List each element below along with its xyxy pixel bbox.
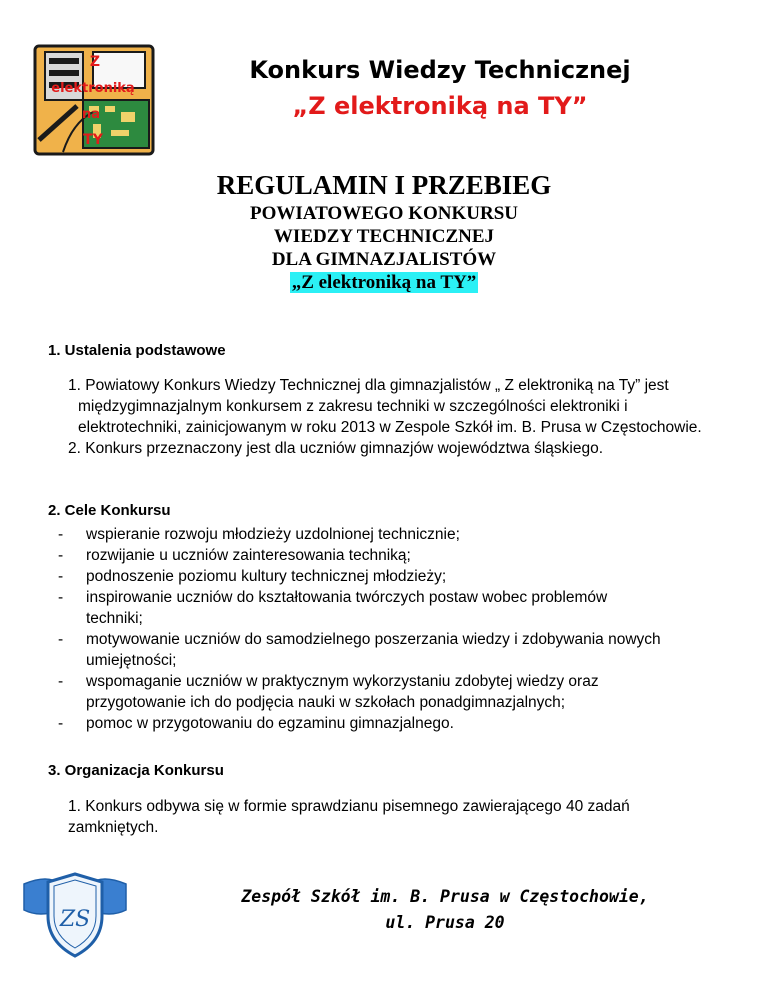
section-3-body	[68, 796, 668, 838]
logo-text-4: TY	[83, 132, 103, 148]
section-1-body	[48, 375, 708, 459]
footer-line-2: ul. Prusa 20	[385, 913, 505, 932]
header-line-2: „Z elektroniką na TY”	[292, 92, 588, 120]
list-item: - inspirowanie uczniów do kształtowania twórczych postaw wobec problemów techniki;	[58, 589, 608, 627]
section-1-heading: 1. Ustalenia podstawowe	[48, 342, 226, 359]
section-3	[48, 760, 728, 781]
footer-address	[150, 884, 740, 936]
header-title	[160, 56, 720, 120]
page-title: REGULAMIN I PRZEBIEG	[216, 170, 552, 200]
goals-list	[48, 524, 668, 734]
header-line-1: Konkurs Wiedzy Technicznej	[249, 56, 631, 84]
list-item: - motywowanie uczniów do samodzielnego poszerzania wiedzy i zdobywania nowych umiejętności;	[58, 631, 661, 669]
list-item: - rozwijanie u uczniów zainteresowania techniką;	[58, 547, 411, 564]
section-2	[48, 500, 728, 734]
list-item: - pomoc w przygotowaniu do egzaminu gimnazjalnego.	[58, 715, 454, 732]
subtitle-line-4: DLA GIMNAZJALISTÓW	[271, 249, 497, 270]
highlighted-name: „Z elektroniką na TY”	[291, 272, 477, 293]
section-3-paragraph-1: 1. Konkurs odbywa się w formie sprawdzianu pisemnego zawierającego 40 zadań zamkniętych.	[68, 798, 630, 836]
list-item: - wspieranie rozwoju młodzieży uzdolnionej technicznie;	[58, 526, 460, 543]
school-shield-logo-icon	[20, 870, 130, 960]
footer-line-1: Zespół Szkół im. B. Prusa w Częstochowie,	[241, 887, 649, 906]
section-2-heading: 2. Cele Konkursu	[48, 502, 171, 519]
list-item: - wspomaganie uczniów w praktycznym wykorzystaniu zdobytej wiedzy oraz przygotowanie ich do podjęcia nauki w szkołach ponadgimnazjalnych;	[58, 673, 599, 711]
section-1-paragraph-1: 1. Powiatowy Konkurs Wiedzy Technicznej dla gimnazjalistów „ Z elektroniką na Ty” jest międzygimnazjalnym konkursem z zakresu techniki w szczególności elektroniki i elektrotechniki, zainicjowanym w roku 2013 w Zespole Szkół im. B. Prusa w Częstochowie.	[68, 377, 702, 436]
section-3-heading: 3. Organizacja Konkursu	[48, 762, 224, 779]
logo-text-2: elektroniką	[51, 81, 135, 96]
subtitle-line-3: WIEDZY TECHNICZNEJ	[273, 226, 495, 247]
subtitle-line-2: POWIATOWEGO KONKURSU	[250, 203, 518, 224]
electronics-logo-icon	[33, 42, 157, 160]
list-item: - podnoszenie poziomu kultury technicznej młodzieży;	[58, 568, 447, 585]
logo-text-3: na	[81, 107, 101, 122]
section-1	[48, 340, 728, 361]
footer-logo-text: ZS	[59, 907, 91, 932]
subtitle-line-5	[0, 272, 768, 294]
section-1-paragraph-2: 2. Konkurs przeznaczony jest dla uczniów gimnazjów województwa śląskiego.	[68, 440, 604, 457]
logo-text-1: Z	[89, 54, 101, 70]
